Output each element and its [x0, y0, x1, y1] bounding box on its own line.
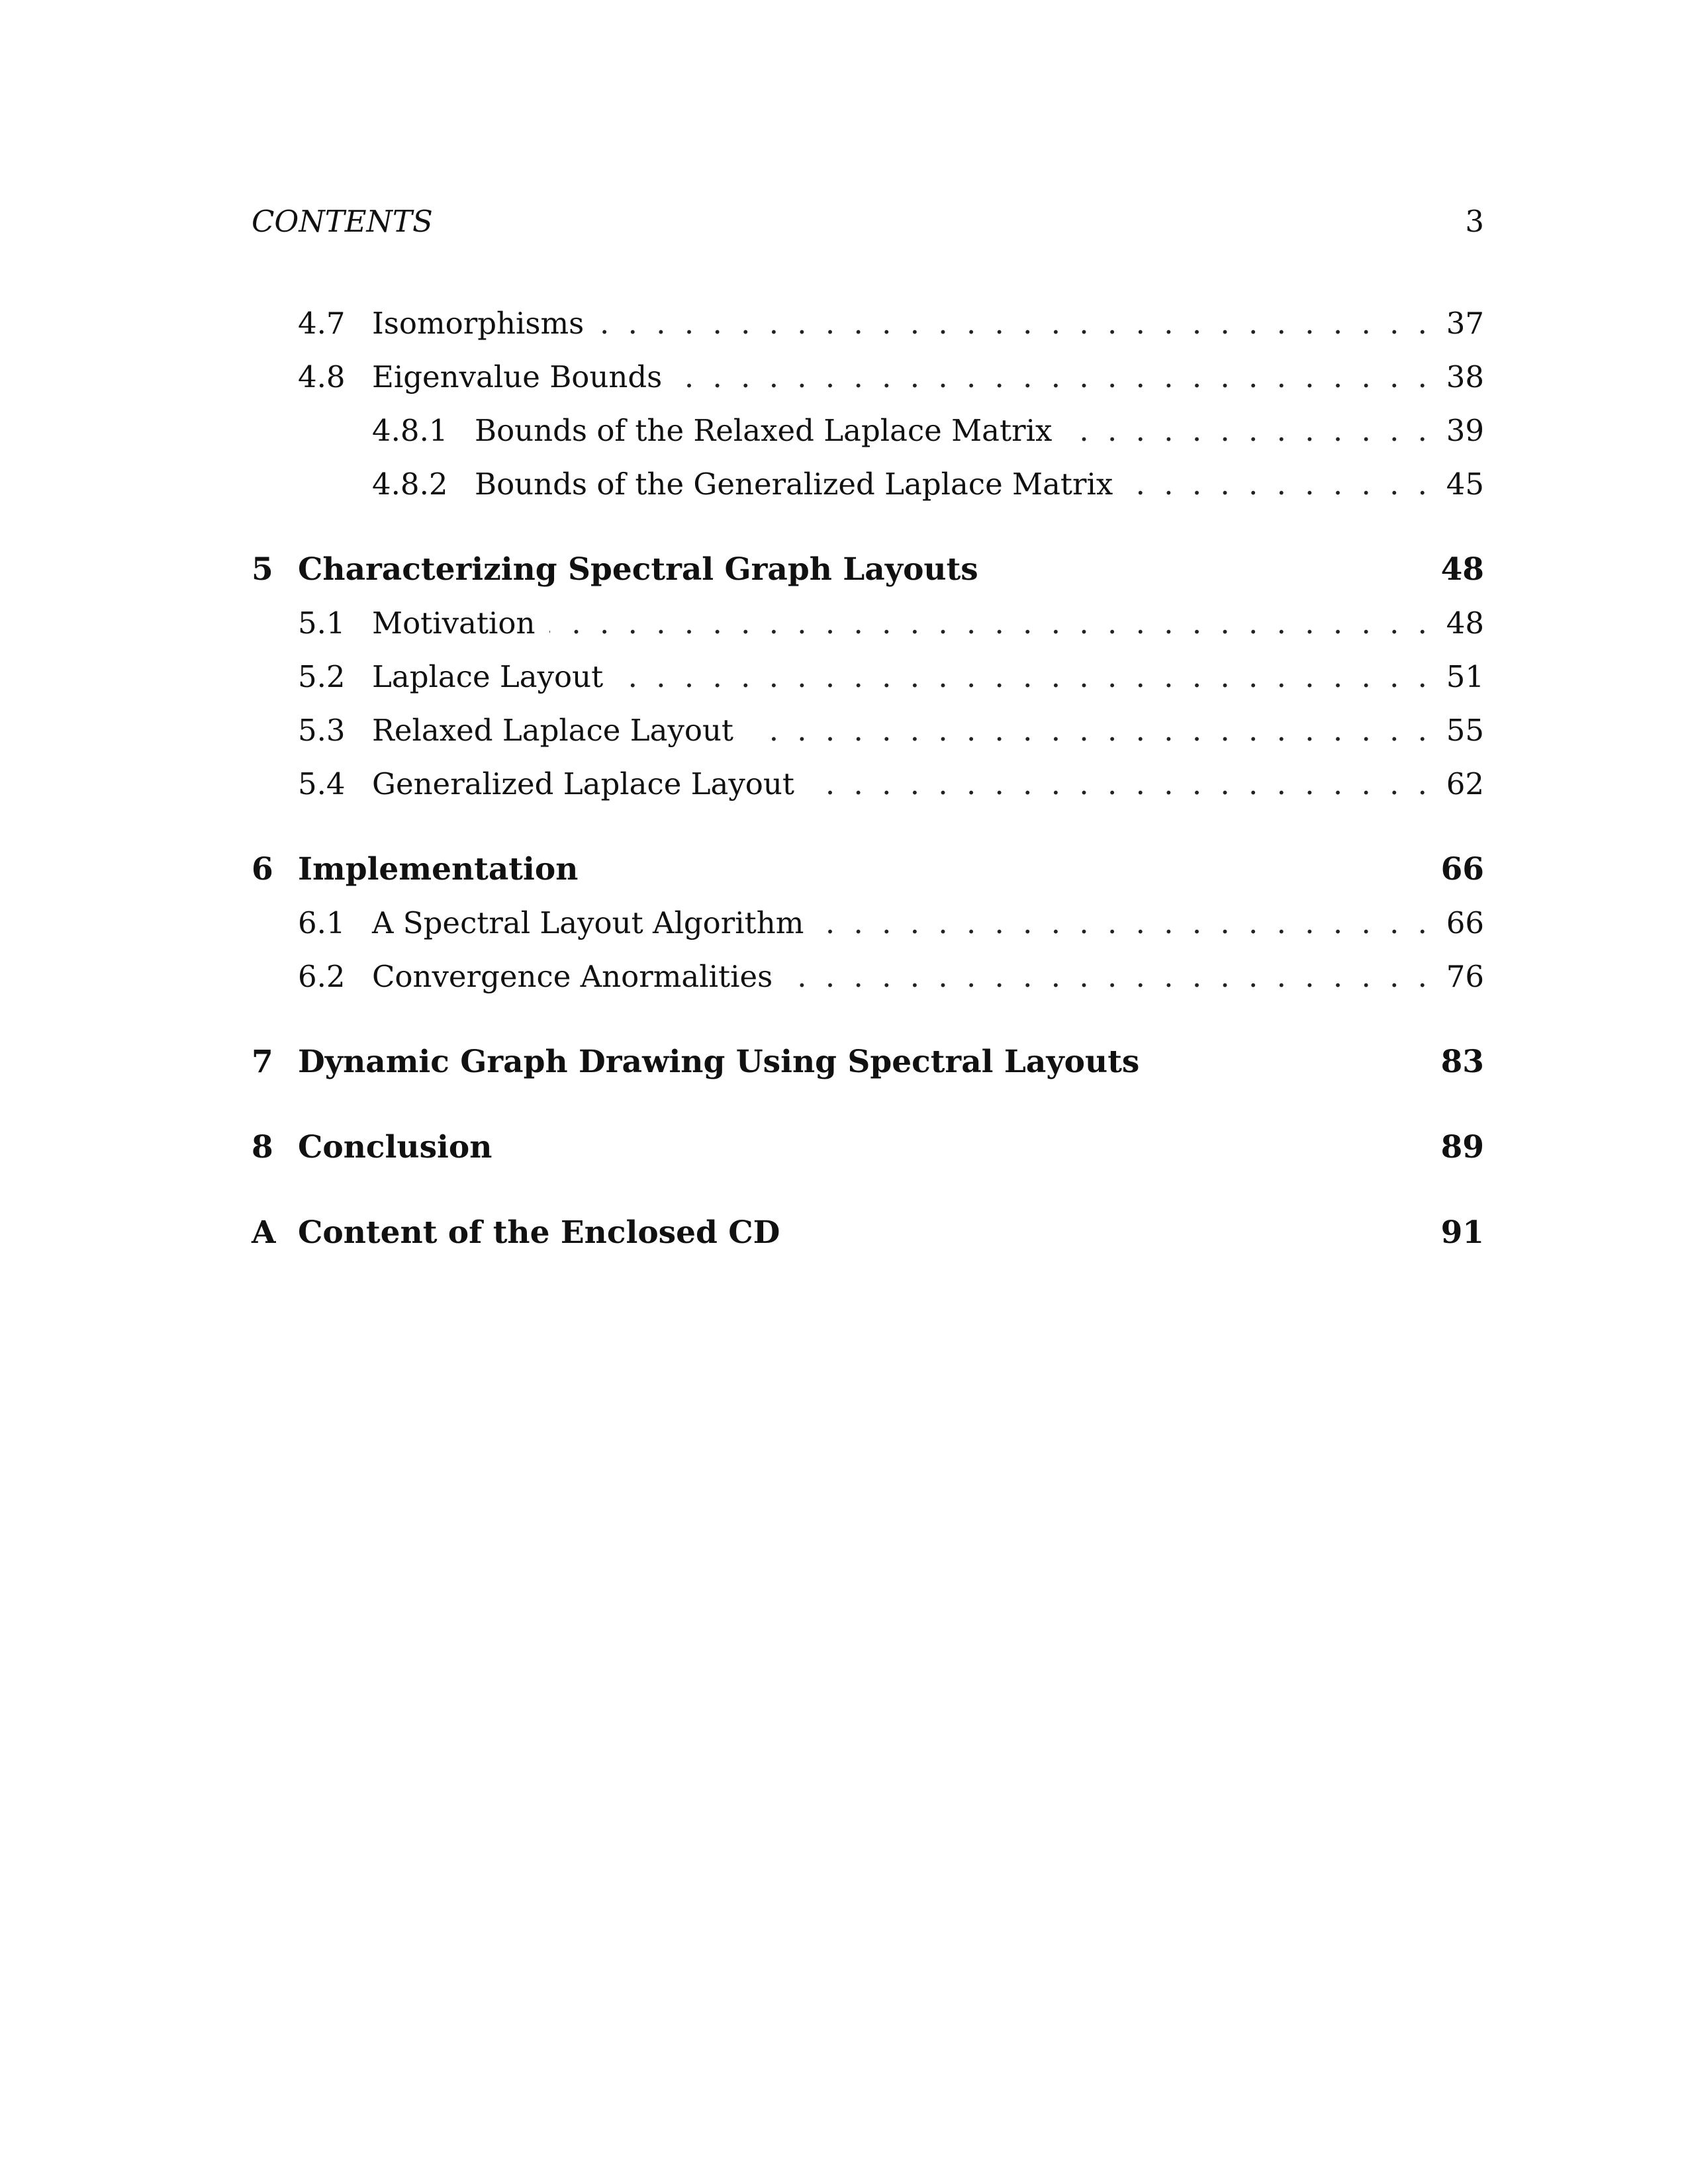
toc-entry-page: 45	[1432, 457, 1484, 511]
toc-entry-title: Generalized Laplace Layout	[372, 757, 809, 811]
toc-chapter-title: Conclusion	[298, 1129, 492, 1165]
toc-entry-page: 39	[1432, 404, 1484, 457]
toc-chapter-title: Dynamic Graph Drawing Using Spectral Layouts	[298, 1044, 1140, 1080]
toc-entry-number: 5.1	[298, 606, 346, 641]
toc-entry-title: Relaxed Laplace Layout	[372, 704, 748, 757]
toc-entry-page: 55	[1432, 704, 1484, 757]
toc-entry-page: 62	[1432, 757, 1484, 811]
toc-chapter[interactable]	[252, 1035, 1484, 1089]
toc-chapter-number: 6	[252, 851, 273, 887]
toc-entry-number: 4.8.1	[372, 413, 448, 448]
toc-entry-title: Bounds of the Relaxed Laplace Matrix	[475, 404, 1066, 457]
toc-entry-number: 4.7	[298, 306, 346, 341]
toc-chapter-page: 48	[1427, 543, 1484, 596]
toc-chapter-number: A	[252, 1214, 276, 1251]
toc-entry-number: 4.8.2	[372, 467, 448, 502]
toc-entry-number: 5.2	[298, 659, 346, 694]
toc-chapter-page: 91	[1427, 1206, 1484, 1259]
toc-entry[interactable]	[252, 950, 1484, 1003]
toc-chapter-title: Implementation	[298, 851, 579, 887]
toc-entry-number: 5.3	[298, 713, 346, 748]
toc-entry-page: 76	[1432, 950, 1484, 1003]
toc-entry-page: 66	[1432, 896, 1484, 950]
table-of-contents	[252, 296, 1484, 1259]
toc-entry-title: A Spectral Layout Algorithm	[372, 896, 818, 950]
toc-entry-number: 5.4	[298, 766, 346, 801]
toc-entry[interactable]	[252, 404, 1484, 457]
toc-entry-page: 37	[1432, 296, 1484, 350]
toc-entry-page: 38	[1432, 350, 1484, 404]
toc-entry[interactable]	[252, 457, 1484, 511]
toc-entry-title: Laplace Layout	[372, 650, 618, 704]
running-head-title: CONTENTS	[252, 204, 433, 239]
toc-entry-title: Bounds of the Generalized Laplace Matrix	[475, 457, 1127, 511]
toc-entry-number: 6.2	[298, 959, 346, 994]
toc-entry[interactable]	[252, 757, 1484, 811]
running-head	[252, 199, 1484, 245]
toc-chapter-number: 5	[252, 551, 273, 588]
toc-chapter-number: 7	[252, 1044, 273, 1080]
toc-chapter-number: 8	[252, 1129, 273, 1165]
toc-entry-title: Isomorphisms	[372, 296, 598, 350]
toc-entry-number: 4.8	[298, 359, 346, 394]
toc-chapter[interactable]	[252, 842, 1484, 896]
toc-chapter-page: 83	[1427, 1035, 1484, 1089]
toc-chapter-title: Content of the Enclosed CD	[298, 1214, 780, 1251]
toc-chapter[interactable]	[252, 1206, 1484, 1259]
toc-chapter[interactable]	[252, 543, 1484, 596]
toc-entry-number: 6.1	[298, 905, 346, 940]
toc-entry-page: 51	[1432, 650, 1484, 704]
toc-chapter-page: 66	[1427, 842, 1484, 896]
toc-entry-title: Motivation	[372, 596, 549, 650]
toc-entry[interactable]	[252, 896, 1484, 950]
toc-entry-page: 48	[1432, 596, 1484, 650]
toc-chapter-title: Characterizing Spectral Graph Layouts	[298, 551, 978, 588]
toc-entry-title: Eigenvalue Bounds	[372, 350, 677, 404]
page-number: 3	[1465, 204, 1484, 239]
toc-entry[interactable]	[252, 350, 1484, 404]
toc-entry[interactable]	[252, 650, 1484, 704]
toc-entry[interactable]	[252, 704, 1484, 757]
toc-entry[interactable]	[252, 596, 1484, 650]
toc-entry-title: Convergence Anormalities	[372, 950, 787, 1003]
toc-entry[interactable]	[252, 296, 1484, 350]
toc-chapter[interactable]	[252, 1120, 1484, 1174]
toc-chapter-page: 89	[1427, 1120, 1484, 1174]
